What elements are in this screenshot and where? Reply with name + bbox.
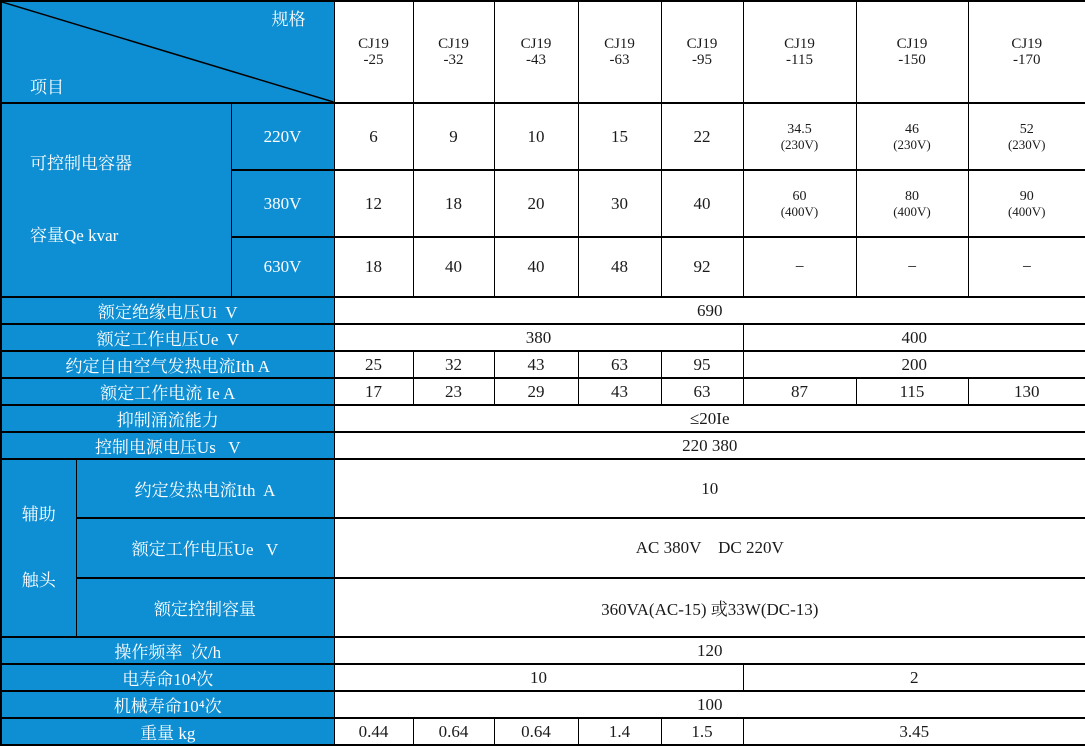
- model-header: [856, 1, 968, 103]
- value-cell: 87: [743, 378, 856, 405]
- value-cell: [856, 103, 968, 170]
- row-label: 额定控制容量: [76, 578, 334, 637]
- row-control-voltage: [1, 432, 1085, 459]
- value-cell: [743, 103, 856, 170]
- aux-group-label: [1, 459, 76, 637]
- value-main: 60: [744, 189, 856, 205]
- value-cell: 22: [661, 103, 743, 170]
- row-aux-voltage: [1, 518, 1085, 577]
- row-label: 额定工作电流 Ie A: [1, 378, 334, 405]
- value-cell: 43: [494, 351, 578, 378]
- value-cell: 63: [578, 351, 661, 378]
- value-main: 80: [857, 189, 968, 205]
- value-note: (230V): [744, 138, 856, 152]
- value-cell: 17: [334, 378, 413, 405]
- model-line2: -170: [969, 52, 1085, 68]
- row-electrical-life: [1, 664, 1085, 691]
- value-cell: 23: [413, 378, 494, 405]
- group-label-line1: 可控制电容器: [30, 152, 231, 176]
- row-aux-capacity: [1, 578, 1085, 637]
- value-cell: 12: [334, 170, 413, 237]
- row-label: 控制电源电压Us V: [1, 432, 334, 459]
- model-line1: CJ19: [857, 36, 968, 52]
- capacity-group-label: [1, 103, 231, 297]
- value-cell: 0.44: [334, 718, 413, 745]
- capacity-row-220v: [1, 103, 1085, 170]
- value-cell: 120: [334, 637, 1085, 664]
- value-cell: 400: [743, 324, 1085, 351]
- value-cell: 10: [334, 459, 1085, 518]
- value-cell: 0.64: [413, 718, 494, 745]
- row-label: 约定发热电流Ith A: [76, 459, 334, 518]
- model-header: [413, 1, 494, 103]
- value-cell: 92: [661, 237, 743, 297]
- value-note: (230V): [857, 138, 968, 152]
- value-cell: 43: [578, 378, 661, 405]
- value-cell: 18: [413, 170, 494, 237]
- row-frequency: [1, 637, 1085, 664]
- value-cell: 2: [743, 664, 1085, 691]
- value-cell: 130: [968, 378, 1085, 405]
- model-header: [968, 1, 1085, 103]
- value-note: (400V): [857, 205, 968, 219]
- row-label: 额定工作电压Ue V: [76, 518, 334, 577]
- row-label: 重量 kg: [1, 718, 334, 745]
- model-line1: CJ19: [579, 36, 661, 52]
- value-cell: −: [856, 237, 968, 297]
- model-line2: -115: [744, 52, 856, 68]
- value-main: 46: [857, 122, 968, 138]
- aux-label-line1: 辅助: [2, 504, 76, 526]
- value-cell: 220 380: [334, 432, 1085, 459]
- model-line1: CJ19: [969, 36, 1085, 52]
- value-cell: 115: [856, 378, 968, 405]
- row-insulation-voltage: [1, 297, 1085, 324]
- value-cell: 1.4: [578, 718, 661, 745]
- model-line1: CJ19: [414, 36, 494, 52]
- value-cell: 10: [494, 103, 578, 170]
- value-cell: 200: [743, 351, 1085, 378]
- value-note: (230V): [969, 138, 1085, 152]
- model-header: [334, 1, 413, 103]
- row-label: 额定绝缘电压Ui V: [1, 297, 334, 324]
- value-cell: 6: [334, 103, 413, 170]
- value-cell: 48: [578, 237, 661, 297]
- corner-item-label: 项目: [30, 73, 64, 98]
- model-header: [494, 1, 578, 103]
- row-weight: [1, 718, 1085, 745]
- model-line2: -63: [579, 52, 661, 68]
- aux-label-line2: 触头: [2, 570, 76, 592]
- row-thermal-current: [1, 351, 1085, 378]
- value-main: 34.5: [744, 122, 856, 138]
- value-cell: −: [743, 237, 856, 297]
- value-cell: 9: [413, 103, 494, 170]
- value-cell: 95: [661, 351, 743, 378]
- row-label: 抑制涌流能力: [1, 405, 334, 432]
- model-line2: -32: [414, 52, 494, 68]
- model-line2: -43: [495, 52, 578, 68]
- value-cell: 63: [661, 378, 743, 405]
- row-working-current: [1, 378, 1085, 405]
- model-line2: -25: [335, 52, 413, 68]
- model-header: [743, 1, 856, 103]
- corner-header-cell: [1, 1, 334, 103]
- value-cell: 15: [578, 103, 661, 170]
- value-cell: 100: [334, 691, 1085, 718]
- value-cell: [968, 170, 1085, 237]
- value-cell: −: [968, 237, 1085, 297]
- row-label: 约定自由空气发热电流Ith A: [1, 351, 334, 378]
- row-label: 操作频率 次/h: [1, 637, 334, 664]
- corner-spec-label: 规格: [272, 5, 306, 30]
- value-cell: AC 380V DC 220V: [334, 518, 1085, 577]
- model-line1: CJ19: [744, 36, 856, 52]
- value-cell: 20: [494, 170, 578, 237]
- group-label-line2: 容量Qe kvar: [30, 224, 231, 248]
- value-cell: ≤20Ie: [334, 405, 1085, 432]
- voltage-sub-label: 630V: [231, 237, 334, 297]
- row-inrush: [1, 405, 1085, 432]
- value-cell: 1.5: [661, 718, 743, 745]
- model-header: [578, 1, 661, 103]
- value-cell: 360VA(AC-15) 或33W(DC-13): [334, 578, 1085, 637]
- value-cell: 25: [334, 351, 413, 378]
- model-header: [661, 1, 743, 103]
- row-mechanical-life: [1, 691, 1085, 718]
- value-cell: 29: [494, 378, 578, 405]
- value-cell: 10: [334, 664, 743, 691]
- model-line2: -95: [662, 52, 743, 68]
- row-label: 额定工作电压Ue V: [1, 324, 334, 351]
- value-cell: 380: [334, 324, 743, 351]
- value-cell: [968, 103, 1085, 170]
- value-cell: 18: [334, 237, 413, 297]
- voltage-sub-label: 220V: [231, 103, 334, 170]
- value-cell: 40: [494, 237, 578, 297]
- value-cell: 30: [578, 170, 661, 237]
- model-line1: CJ19: [495, 36, 578, 52]
- value-main: 90: [969, 189, 1085, 205]
- value-cell: [743, 170, 856, 237]
- value-cell: 40: [661, 170, 743, 237]
- value-cell: 40: [413, 237, 494, 297]
- model-line1: CJ19: [662, 36, 743, 52]
- value-note: (400V): [969, 205, 1085, 219]
- header-row: [1, 1, 1085, 103]
- row-label: 电寿命10⁴次: [1, 664, 334, 691]
- model-line2: -150: [857, 52, 968, 68]
- value-cell: 690: [334, 297, 1085, 324]
- model-line1: CJ19: [335, 36, 413, 52]
- value-cell: 0.64: [494, 718, 578, 745]
- voltage-sub-label: 380V: [231, 170, 334, 237]
- value-cell: 3.45: [743, 718, 1085, 745]
- value-main: 52: [969, 122, 1085, 138]
- value-cell: [856, 170, 968, 237]
- row-working-voltage: [1, 324, 1085, 351]
- value-cell: 32: [413, 351, 494, 378]
- value-note: (400V): [744, 205, 856, 219]
- row-label: 机械寿命10⁴次: [1, 691, 334, 718]
